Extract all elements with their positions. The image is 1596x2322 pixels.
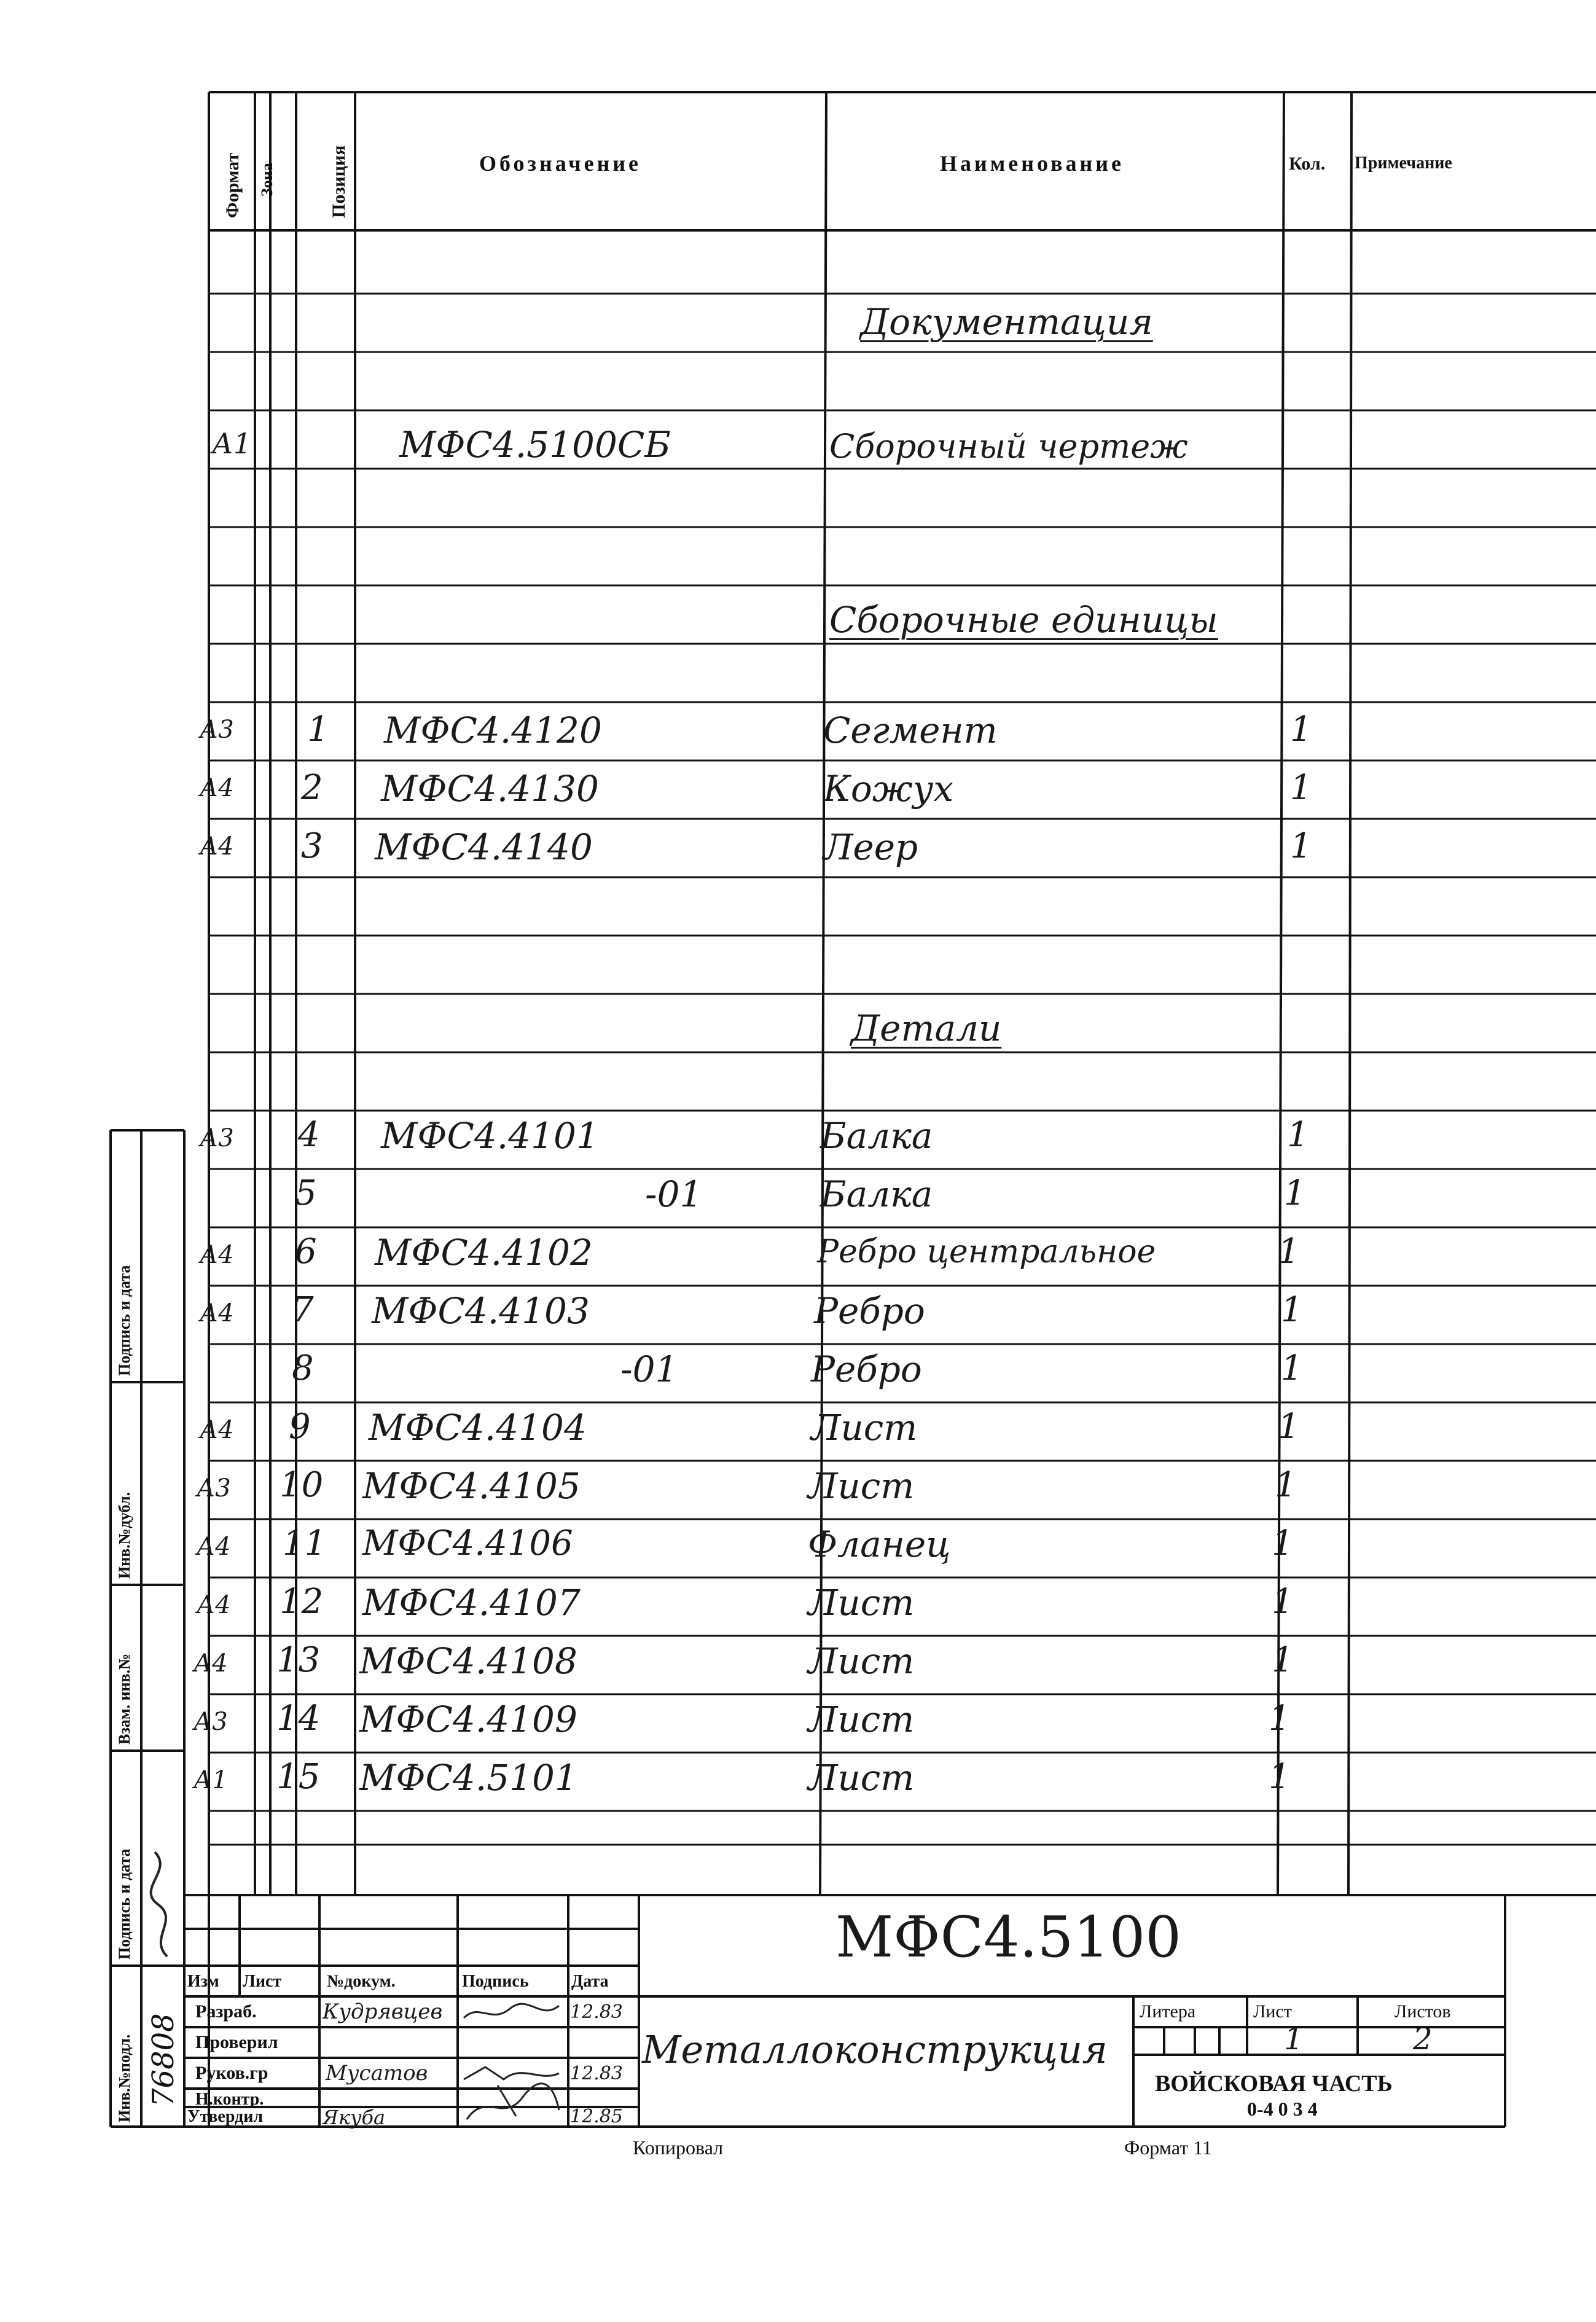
side-replace-inv: Взам. инв.№ [115, 1653, 133, 1745]
sheet-number: 1 [1284, 2021, 1304, 2057]
header-zone: Зона [258, 163, 276, 197]
sheet-label: Лист [1253, 2001, 1292, 2022]
col-ndoc: №докум. [327, 1972, 396, 1991]
org-code: 0-4 0 3 4 [1247, 2098, 1318, 2120]
signature-1 [461, 2000, 565, 2025]
side-signature [143, 1846, 183, 1963]
side-sign-date-2: Подпись и дата [115, 1265, 133, 1376]
row-position: 8 [292, 1348, 314, 1388]
row-name: Фланец [808, 1523, 951, 1565]
sheets-label: Листов [1395, 2001, 1451, 2022]
row-position: 13 [276, 1640, 321, 1680]
row-designation: МФС4.4104 [369, 1407, 587, 1448]
row-designation: МФС4.4120 [384, 710, 602, 751]
row-position: 3 [301, 826, 323, 866]
row-position: 5 [295, 1173, 317, 1213]
header-name: Наименование [940, 151, 1124, 176]
row-position: 6 [295, 1232, 317, 1272]
doc-title: Металлоконструкция [642, 2027, 1108, 2072]
row-format: А4 [194, 1649, 228, 1678]
row-qty: 1 [1287, 1115, 1309, 1155]
row-designation: МФС4.4106 [362, 1523, 573, 1563]
litera-label: Литера [1140, 2001, 1196, 2022]
row-format: А3 [194, 1708, 228, 1736]
footer-copied: Копировал [633, 2136, 724, 2159]
row-qty: 1 [1284, 1173, 1306, 1213]
org-name: ВОЙСКОВАЯ ЧАСТЬ [1155, 2071, 1393, 2097]
row-format: А4 [200, 774, 234, 802]
role-label: Руков.гр [195, 2063, 268, 2083]
role-name: Кудрявцев [323, 2000, 443, 2024]
row-position: 9 [289, 1407, 311, 1447]
row-qty: 1 [1272, 1640, 1294, 1680]
row-format: А4 [200, 1416, 234, 1444]
role-label: Утвердил [187, 2107, 264, 2126]
doc-code: МФС4.5100 [835, 1904, 1181, 1970]
row-qty: 1 [1281, 1348, 1303, 1388]
row-position: 10 [280, 1465, 324, 1505]
role-label: Проверил [195, 2032, 278, 2052]
side-inv-orig-label: Инв.№подл. [115, 2034, 133, 2122]
row-designation: МФС4.4107 [362, 1582, 581, 1624]
role-label: Разраб. [195, 2001, 257, 2022]
row-format: А4 [200, 1299, 234, 1327]
side-inv-number: 76808 [146, 2013, 181, 2107]
row-format: А4 [197, 1533, 231, 1561]
header-qty: Кол. [1289, 154, 1326, 174]
row-name: Лист [808, 1465, 915, 1507]
row-qty: 1 [1281, 1290, 1303, 1330]
row-name: Ребро [811, 1348, 922, 1390]
row-name: Лист [808, 1698, 915, 1740]
doc-row-format: А1 [212, 427, 252, 460]
row-name: Ребро [814, 1290, 925, 1332]
role-date: 12.83 [570, 2063, 623, 2084]
doc-row-name: Сборочный чертеж [829, 427, 1188, 466]
row-designation: -01 [620, 1348, 678, 1390]
row-name: Лист [811, 1407, 918, 1448]
row-position: 15 [276, 1757, 321, 1797]
header-note: Примечание [1355, 154, 1452, 173]
row-format: А4 [197, 1591, 231, 1619]
row-name: Балка [820, 1115, 933, 1157]
col-date: Дата [571, 1972, 609, 1991]
side-inv-dup: Инв.№дубл. [115, 1491, 133, 1579]
footer-format: Формат 11 [1124, 2136, 1212, 2159]
row-position: 2 [301, 768, 323, 808]
row-position: 12 [280, 1582, 324, 1622]
row-format: А3 [200, 716, 234, 744]
row-qty: 1 [1269, 1698, 1291, 1738]
row-qty: 1 [1272, 1523, 1294, 1563]
role-name: Якуба [323, 2106, 386, 2129]
signature-5 [461, 2079, 565, 2125]
col-list: Лист [243, 1972, 282, 1991]
side-sign-date-1: Подпись и дата [115, 1848, 133, 1960]
row-designation: МФС4.4105 [362, 1465, 581, 1507]
row-format: А4 [200, 1241, 234, 1269]
row-name: Кожух [823, 768, 954, 810]
header-format: Формат [222, 152, 243, 218]
row-position: 7 [292, 1290, 314, 1330]
row-format: А3 [197, 1474, 231, 1503]
row-designation: МФС4.4102 [375, 1232, 593, 1273]
row-designation: МФС4.4109 [359, 1698, 577, 1740]
doc-row-designation: МФС4.5100СБ [399, 424, 671, 466]
row-qty: 1 [1278, 1232, 1300, 1272]
row-qty: 1 [1272, 1582, 1294, 1622]
section-parts: Детали [851, 1007, 1002, 1049]
row-qty: 1 [1269, 1757, 1291, 1797]
row-designation: МФС4.4140 [375, 826, 593, 868]
row-qty: 1 [1290, 768, 1312, 808]
row-position: 1 [307, 710, 329, 749]
col-izm: Изм [187, 1972, 219, 1991]
row-position: 4 [298, 1115, 320, 1155]
header-position: Позиция [329, 145, 349, 218]
section-documentation: Документация [860, 301, 1153, 343]
role-name: Мусатов [326, 2061, 428, 2086]
row-qty: 1 [1290, 826, 1312, 866]
row-qty: 1 [1290, 710, 1312, 749]
row-name: Ребро центральное [817, 1233, 1156, 1270]
row-name: Балка [820, 1173, 933, 1215]
role-date: 12.83 [570, 2001, 623, 2023]
row-designation: -01 [645, 1173, 703, 1215]
sheets-total: 2 [1413, 2021, 1433, 2057]
role-label: Н.контр. [195, 2090, 264, 2109]
col-sign: Подпись [462, 1972, 529, 1991]
row-name: Лист [808, 1640, 915, 1682]
row-name: Лист [808, 1757, 915, 1799]
row-name: Леер [823, 826, 918, 868]
row-designation: МФС4.4108 [359, 1640, 577, 1682]
row-name: Лист [808, 1582, 915, 1624]
row-name: Сегмент [823, 710, 998, 751]
row-qty: 1 [1278, 1407, 1300, 1447]
row-designation: МФС4.4130 [381, 768, 599, 810]
row-position: 14 [276, 1698, 321, 1738]
row-designation: МФС4.5101 [359, 1757, 577, 1799]
role-date: 12.85 [570, 2106, 623, 2127]
header-designation: Обозначение [479, 151, 642, 176]
row-format: А4 [200, 832, 234, 861]
row-position: 11 [283, 1523, 327, 1563]
section-assemblies: Сборочные единицы [829, 599, 1218, 641]
row-designation: МФС4.4101 [381, 1115, 599, 1157]
row-format: А3 [200, 1124, 234, 1152]
row-format: А1 [194, 1766, 228, 1794]
row-designation: МФС4.4103 [372, 1290, 590, 1332]
row-qty: 1 [1275, 1465, 1297, 1505]
